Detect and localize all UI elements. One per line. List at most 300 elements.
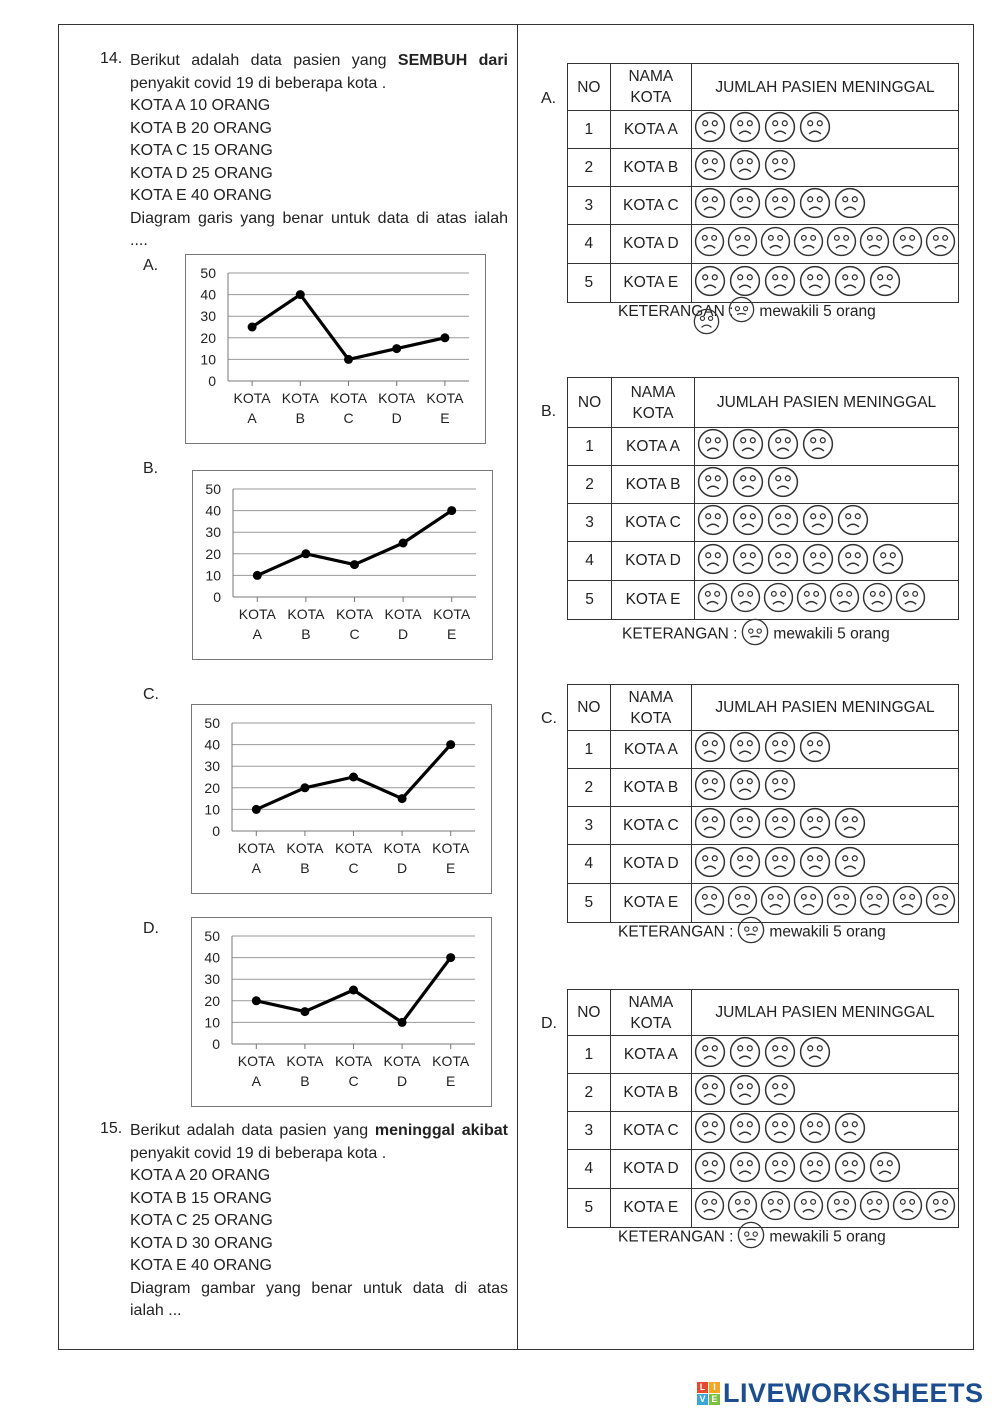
data-point (447, 506, 456, 515)
liveworksheets-logo[interactable] (697, 1378, 984, 1408)
sad-face-icon (732, 543, 764, 580)
row-city: KOTA D (610, 225, 691, 264)
y-tick-label: 10 (204, 801, 220, 818)
y-tick-label: 50 (205, 481, 221, 497)
q15-data-line: KOTA E 40 ORANG (130, 1257, 272, 1274)
q14-intro-line1: Berikut adalah data pasien yang SEMBUH dari (130, 52, 508, 69)
logo-tile: E (709, 1394, 720, 1405)
sad-face-icon (764, 1151, 796, 1188)
sad-face-icon (694, 846, 726, 883)
data-point (349, 773, 358, 782)
table-row (568, 769, 959, 807)
sad-face-icon (764, 149, 796, 186)
q15-data-line: KOTA D 30 ORANG (130, 1234, 273, 1252)
sad-face-icon (837, 504, 869, 541)
x-tick-label: KOTA (383, 840, 421, 856)
sad-face-icon (693, 308, 720, 340)
sad-face-icon (834, 1112, 866, 1149)
table-row (568, 581, 959, 620)
sad-face-icon (729, 731, 761, 768)
row-number: 3 (568, 187, 611, 225)
y-tick-label: 50 (204, 715, 220, 731)
y-tick-label: 20 (204, 779, 220, 796)
sad-face-icon (694, 731, 726, 768)
row-city: KOTA E (610, 264, 691, 303)
data-point (446, 953, 455, 962)
x-tick-label: B (300, 1073, 310, 1089)
row-city: KOTA D (610, 845, 691, 884)
pictograph-table-c (567, 684, 959, 923)
y-tick-label: 10 (205, 567, 221, 584)
sad-face-icon (729, 1074, 761, 1111)
table-header-row (568, 64, 959, 111)
x-tick-label: KOTA (286, 840, 324, 856)
legend-a (618, 296, 876, 328)
sad-face-icon (727, 226, 758, 262)
row-number: 1 (568, 1036, 611, 1074)
row-icons (692, 731, 959, 769)
data-point (399, 539, 408, 548)
y-tick-label: 0 (212, 823, 220, 839)
neutral-face-icon (728, 296, 755, 328)
table-row (568, 845, 959, 884)
row-icons (692, 111, 959, 149)
table-header-row (568, 685, 959, 731)
row-number: 5 (568, 581, 612, 620)
sad-face-icon (834, 807, 866, 844)
sad-face-icon (764, 731, 796, 768)
sad-face-icon (767, 428, 799, 465)
column-divider (517, 24, 518, 1350)
x-tick-label: KOTA (334, 840, 373, 856)
y-tick-label: 0 (213, 589, 221, 605)
x-tick-label: KOTA (432, 840, 470, 856)
table-header-row (568, 990, 959, 1036)
pictograph-table-b (567, 377, 959, 620)
q14-data-line: KOTA B 20 ORANG (130, 119, 272, 137)
legend-label: KETERANGAN : (618, 923, 734, 941)
q15-option-a-label[interactable]: A. (541, 90, 557, 107)
data-point (301, 549, 310, 558)
sad-face-icon (764, 111, 796, 148)
x-tick-label: D (397, 1073, 408, 1089)
y-tick-label: 0 (208, 373, 216, 389)
y-tick-label: 20 (204, 992, 220, 1009)
data-point (398, 794, 407, 803)
sad-face-icon (697, 504, 729, 541)
sad-face-icon (694, 226, 725, 262)
sad-face-icon (730, 582, 761, 618)
data-point (440, 333, 449, 342)
logo-wordmark: LIVEWORKSHEETS (723, 1377, 984, 1408)
row-number: 1 (568, 428, 612, 466)
x-tick-label: D (391, 410, 402, 426)
x-tick-label: A (251, 860, 261, 876)
row-number: 3 (568, 807, 611, 845)
data-point (446, 740, 455, 749)
row-city: KOTA C (612, 504, 695, 542)
sad-face-icon (697, 466, 729, 503)
sad-face-icon (729, 1112, 761, 1149)
header-no: NO (568, 685, 611, 731)
sad-face-icon (862, 582, 893, 618)
x-tick-label: KOTA (378, 390, 416, 406)
row-icons (692, 769, 959, 807)
q14-data-line: KOTA D 25 ORANG (130, 164, 273, 182)
x-tick-label: KOTA (334, 1053, 373, 1069)
q15-question-line1: Diagram gambar yang benar untuk data di atas (130, 1279, 508, 1297)
y-tick-label: 40 (204, 736, 220, 753)
sad-face-icon (729, 846, 761, 883)
row-icons (695, 466, 959, 504)
pictograph-table-a (567, 63, 959, 303)
q14-data-line: KOTA C 15 ORANG (130, 142, 273, 159)
x-tick-label: KOTA (287, 606, 325, 622)
x-tick-label: D (397, 860, 408, 876)
row-city: KOTA C (610, 1112, 691, 1150)
q14-question-line1: Diagram garis yang benar untuk data di atas ialah (130, 209, 508, 227)
row-icons (695, 542, 959, 581)
row-city: KOTA A (612, 428, 695, 466)
sad-face-icon (802, 428, 834, 465)
sad-face-icon (694, 807, 726, 844)
sad-face-icon (760, 226, 791, 262)
y-tick-label: 10 (204, 1014, 220, 1031)
sad-face-icon (895, 582, 926, 618)
sad-face-icon (799, 111, 831, 148)
header-no: NO (568, 990, 611, 1036)
table-row (568, 225, 959, 264)
row-number: 1 (568, 111, 611, 149)
neutral-face-icon (741, 618, 769, 651)
row-icons (692, 1112, 959, 1150)
sad-face-icon (729, 187, 761, 224)
row-number: 3 (568, 504, 612, 542)
row-number: 4 (568, 1150, 611, 1189)
q14-option-d-label[interactable]: D. (143, 920, 159, 937)
sad-face-icon (729, 807, 761, 844)
sad-face-icon (799, 187, 831, 224)
sad-face-icon (925, 885, 956, 921)
header-nama-kota: NAMA KOTA (610, 64, 691, 111)
y-tick-label: 30 (205, 524, 221, 541)
row-icons (692, 1036, 959, 1074)
y-tick-label: 40 (204, 949, 220, 966)
q15-intro-line2: penyakit covid 19 di beberapa kota . (130, 1144, 387, 1162)
table-row (568, 466, 959, 504)
x-tick-label: E (440, 410, 450, 426)
sad-face-icon (826, 226, 857, 262)
q15-intro-line1: Berikut adalah data pasien yang meninggal akibat (130, 1122, 508, 1139)
sad-face-icon (694, 149, 726, 186)
header-nama-kota: NAMA KOTA (610, 685, 691, 731)
data-point (300, 783, 309, 792)
header-nama-kota: NAMA KOTA (610, 990, 691, 1036)
row-city: KOTA A (610, 1036, 691, 1074)
sad-face-icon (697, 543, 729, 580)
row-number: 1 (568, 731, 611, 769)
sad-face-icon (763, 582, 794, 618)
chart-svg (192, 918, 493, 1108)
x-tick-label: KOTA (426, 390, 464, 406)
table-row (568, 542, 959, 581)
sad-face-icon (834, 187, 866, 224)
x-tick-label: KOTA (286, 1053, 324, 1069)
table-row (568, 807, 959, 845)
line-chart-d (191, 917, 492, 1107)
row-icons (692, 149, 959, 187)
table-row (568, 731, 959, 769)
table-row (568, 428, 959, 466)
y-tick-label: 0 (212, 1036, 220, 1052)
y-tick-label: 40 (205, 502, 221, 519)
x-tick-label: E (447, 626, 457, 642)
sad-face-icon (802, 543, 834, 580)
q14-data-line: KOTA E 40 ORANG (130, 187, 272, 204)
sad-face-icon (764, 846, 796, 883)
row-icons (695, 581, 959, 620)
sad-face-icon (767, 543, 799, 580)
row-city: KOTA D (610, 1150, 691, 1189)
q14-number: 14. (100, 50, 123, 67)
neutral-face-icon (737, 916, 765, 949)
row-city: KOTA B (612, 466, 695, 504)
row-city: KOTA B (610, 1074, 691, 1112)
q15-data-line: KOTA A 20 ORANG (130, 1167, 271, 1184)
sad-face-icon (694, 1112, 726, 1149)
data-point (296, 290, 305, 299)
row-number: 5 (568, 1189, 611, 1228)
sad-face-icon (834, 1151, 866, 1188)
sad-face-icon (697, 428, 729, 465)
sad-face-icon (925, 226, 956, 262)
x-tick-label: D (398, 626, 409, 642)
x-tick-label: KOTA (281, 390, 319, 406)
sad-face-icon (694, 1151, 726, 1188)
row-icons (692, 807, 959, 845)
q14-intro-line2: penyakit covid 19 di beberapa kota . (130, 74, 387, 92)
row-city: KOTA E (610, 1189, 691, 1228)
chart-svg (186, 255, 487, 445)
sad-face-icon (694, 111, 726, 148)
row-icons (695, 504, 959, 542)
table-row (568, 149, 959, 187)
header-jumlah: JUMLAH PASIEN MENINGGAL (692, 64, 959, 111)
x-tick-label: KOTA (237, 1053, 275, 1069)
header-jumlah: JUMLAH PASIEN MENINGGAL (692, 990, 959, 1036)
y-tick-label: 30 (204, 758, 220, 775)
sad-face-icon (729, 769, 761, 806)
row-city: KOTA A (610, 111, 691, 149)
x-tick-label: KOTA (329, 390, 368, 406)
sad-face-icon (694, 1036, 726, 1073)
table-row (568, 187, 959, 225)
chart-svg (192, 705, 493, 895)
row-number: 5 (568, 264, 611, 303)
sad-face-icon (694, 769, 726, 806)
chart-svg (193, 471, 494, 661)
sad-face-icon (837, 543, 869, 580)
sad-face-icon (764, 187, 796, 224)
sad-face-icon (799, 846, 831, 883)
table-row (568, 504, 959, 542)
y-tick-label: 20 (205, 545, 221, 562)
table-row (568, 1074, 959, 1112)
legend-text: mewakili 5 orang (769, 923, 886, 941)
x-tick-label: KOTA (335, 606, 374, 622)
sad-face-icon (767, 466, 799, 503)
header-no: NO (568, 378, 612, 428)
x-tick-label: A (251, 1073, 261, 1089)
data-point (398, 1018, 407, 1027)
sad-face-icon (872, 543, 904, 580)
legend-label: KETERANGAN : (618, 303, 734, 321)
row-icons (692, 187, 959, 225)
data-point (300, 1007, 309, 1016)
q14-option-b-label[interactable]: B. (143, 460, 159, 477)
y-tick-label: 30 (204, 971, 220, 988)
x-tick-label: KOTA (237, 840, 275, 856)
x-tick-label: E (446, 1073, 456, 1089)
neutral-face-icon (737, 1221, 765, 1254)
row-city: KOTA B (610, 769, 691, 807)
x-tick-label: KOTA (383, 1053, 421, 1069)
q14-option-a-label[interactable]: A. (143, 257, 159, 274)
sad-face-icon (796, 582, 827, 618)
row-city: KOTA D (612, 542, 695, 581)
row-city: KOTA B (610, 149, 691, 187)
sad-face-icon (729, 111, 761, 148)
row-number: 5 (568, 884, 611, 923)
legend-label: KETERANGAN : (622, 625, 738, 643)
sad-face-icon (694, 1074, 726, 1111)
sad-face-icon (729, 1151, 761, 1188)
logo-tile: L (697, 1382, 708, 1393)
sad-face-icon (892, 885, 923, 921)
sad-face-icon (799, 731, 831, 768)
row-number: 4 (568, 225, 611, 264)
x-tick-label: KOTA (233, 390, 271, 406)
row-number: 4 (568, 542, 612, 581)
pictograph-table-d (567, 989, 959, 1228)
table-row (568, 1150, 959, 1189)
sad-face-icon (799, 1151, 831, 1188)
q14-data-line: KOTA A 10 ORANG (130, 97, 271, 114)
legend-text: mewakili 5 orang (773, 625, 890, 643)
row-number: 2 (568, 769, 611, 807)
y-tick-label: 40 (200, 286, 216, 303)
sad-face-icon (764, 1074, 796, 1111)
data-point (253, 571, 262, 580)
data-point (350, 560, 359, 569)
x-tick-label: C (348, 860, 359, 876)
y-tick-label: 30 (200, 308, 216, 325)
header-nama-kota: NAMA KOTA (612, 378, 695, 428)
x-tick-label: A (252, 626, 262, 642)
q14-text (130, 50, 508, 253)
q15-option-b-label[interactable]: B. (541, 403, 557, 420)
y-tick-label: 10 (200, 351, 216, 368)
data-point (344, 355, 353, 364)
row-number: 2 (568, 149, 611, 187)
sad-face-icon (892, 226, 923, 262)
q15-number: 15. (100, 1120, 123, 1137)
x-tick-label: KOTA (432, 1053, 470, 1069)
table-header-row (568, 378, 959, 428)
q15-question-line2: ialah ... (130, 1302, 182, 1319)
sad-face-icon (764, 1112, 796, 1149)
data-point (252, 996, 261, 1005)
x-tick-label: B (300, 860, 310, 876)
sad-face-icon (767, 504, 799, 541)
x-tick-label: A (247, 410, 257, 426)
row-number: 2 (568, 1074, 611, 1112)
row-number: 2 (568, 466, 612, 504)
row-icons (692, 845, 959, 884)
q15-option-c-label[interactable]: C. (541, 710, 557, 727)
sad-face-icon (793, 226, 824, 262)
x-tick-label: C (348, 1073, 359, 1089)
sad-face-icon (859, 226, 890, 262)
sad-face-icon (697, 582, 728, 618)
line-chart-c (191, 704, 492, 894)
sad-face-icon (799, 807, 831, 844)
row-icons (692, 1074, 959, 1112)
sad-face-icon (799, 1036, 831, 1073)
q15-data-line: KOTA B 15 ORANG (130, 1189, 272, 1207)
x-tick-label: C (349, 626, 360, 642)
logo-tile: I (709, 1382, 720, 1393)
sad-face-icon (764, 807, 796, 844)
header-jumlah: JUMLAH PASIEN MENINGGAL (692, 685, 959, 731)
row-number: 3 (568, 1112, 611, 1150)
legend-label: KETERANGAN : (618, 1228, 734, 1246)
y-tick-label: 50 (200, 265, 216, 281)
legend-text: mewakili 5 orang (769, 1228, 886, 1246)
row-city: KOTA E (610, 884, 691, 923)
legend-text: mewakili 5 orang (759, 303, 876, 321)
sad-face-icon (729, 149, 761, 186)
sad-face-icon (764, 1036, 796, 1073)
q15-option-d-label[interactable]: D. (541, 1015, 557, 1032)
sad-face-icon (732, 428, 764, 465)
sad-face-icon (732, 466, 764, 503)
x-tick-label: C (343, 410, 354, 426)
table-row (568, 111, 959, 149)
x-tick-label: E (446, 860, 456, 876)
logo-mark-icon (697, 1382, 720, 1405)
sad-face-icon (829, 582, 860, 618)
y-tick-label: 20 (200, 329, 216, 346)
row-city: KOTA A (610, 731, 691, 769)
series-line (252, 295, 445, 360)
row-city: KOTA C (610, 807, 691, 845)
q14-option-c-label[interactable]: C. (143, 686, 159, 703)
sad-face-icon (925, 1190, 956, 1226)
row-number: 4 (568, 845, 611, 884)
sad-face-icon (694, 187, 726, 224)
data-point (252, 805, 261, 814)
legend-b (622, 618, 890, 651)
data-point (349, 986, 358, 995)
x-tick-label: B (295, 410, 305, 426)
sad-face-icon (802, 504, 834, 541)
row-icons (692, 1150, 959, 1189)
sad-face-icon (834, 846, 866, 883)
y-tick-label: 50 (204, 928, 220, 944)
q14-question-line2: .... (130, 232, 148, 249)
sad-face-icon (892, 1190, 923, 1226)
